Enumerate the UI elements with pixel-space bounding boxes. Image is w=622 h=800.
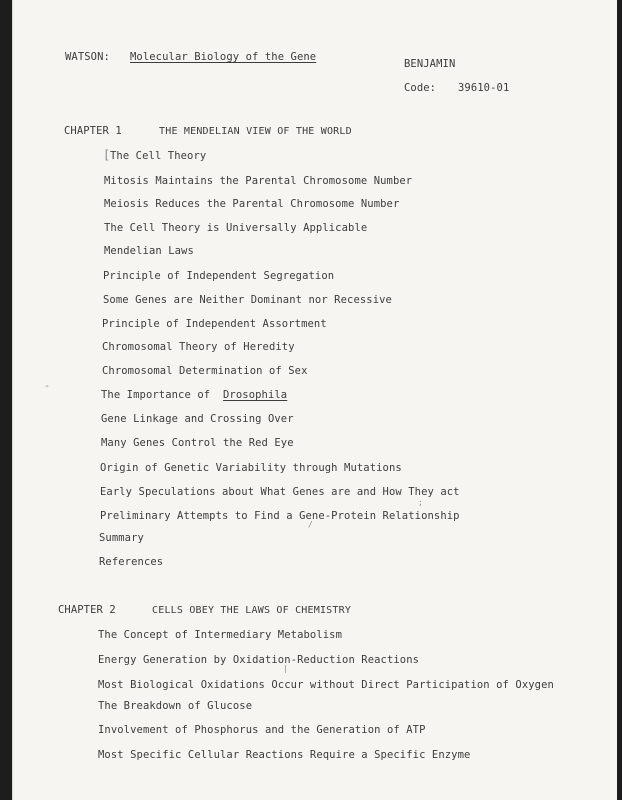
chapter-1-item: Meiosis Reduces the Parental Chromosome Number [104,198,400,210]
margin-dash-mark: - [44,381,51,392]
chapter-2-item: Most Biological Oxidations Occur without Direct Participation of Oxygen [98,679,554,691]
chapter-2-number: CHAPTER 2 [58,604,116,616]
chapter-1-item: Preliminary Attempts to Find a Gene-Protein Relationship [100,510,460,522]
chapter-1-item: The Cell Theory [110,150,207,162]
chapter-1-item: Mitosis Maintains the Parental Chromosome Number [104,175,413,187]
chapter-1-item: Principle of Independent Assortment [102,318,327,330]
scan-right-border [617,0,622,800]
chapter-1-item: Gene Linkage and Crossing Over [101,413,294,425]
code-label: Code: [404,82,437,94]
chapter-2-item: Energy Generation by Oxidation-Reduction Reactions [98,654,420,666]
proof-mark: ; [418,498,423,507]
chapter-2-item: The Concept of Intermediary Metabolism [98,629,343,641]
code-value: 39610-01 [458,82,510,94]
chapter-1-item: References [99,556,164,568]
chapter-1-item: Early Speculations about What Genes are and How They act [100,486,460,498]
chapter-2-item: Most Specific Cellular Reactions Require a Specific Enzyme [98,749,471,761]
chapter-1-item: Summary [99,532,144,544]
drosophila-prefix: The Importance of [101,389,211,401]
chapter-2-title: CELLS OBEY THE LAWS OF CHEMISTRY [152,605,352,616]
chapter-1-item: The Cell Theory is Universally Applicable [104,222,368,234]
chapter-1-item: Mendelian Laws [104,245,194,257]
chapter-2-item: The Breakdown of Glucose [98,700,253,712]
drosophila-word: Drosophila [223,389,288,401]
author-label: WATSON: [65,51,110,63]
chapter-1-item: Many Genes Control the Red Eye [101,437,294,449]
chapter-1-number: CHAPTER 1 [64,125,122,137]
publisher-name: BENJAMIN [404,58,456,70]
chapter-2-item: Involvement of Phosphorus and the Generation of ATP [98,724,426,736]
chapter-1-item: Origin of Genetic Variability through Mutations [100,462,402,474]
proof-mark: / [308,520,313,529]
scan-left-border [0,0,12,800]
chapter-1-title: THE MENDELIAN VIEW OF THE WORLD [159,126,352,137]
chapter-1-item: Chromosomal Determination of Sex [102,365,308,377]
chapter-1-item: Some Genes are Neither Dominant nor Recessive [103,294,392,306]
proof-mark: | [283,664,288,673]
chapter-1-item-drosophila [101,389,287,401]
chapter-1-item: Chromosomal Theory of Heredity [102,341,295,353]
margin-bracket-mark: [ [103,148,111,162]
book-title: Molecular Biology of the Gene [130,51,317,63]
chapter-1-item: Principle of Independent Segregation [103,270,335,282]
document-page [12,0,617,800]
